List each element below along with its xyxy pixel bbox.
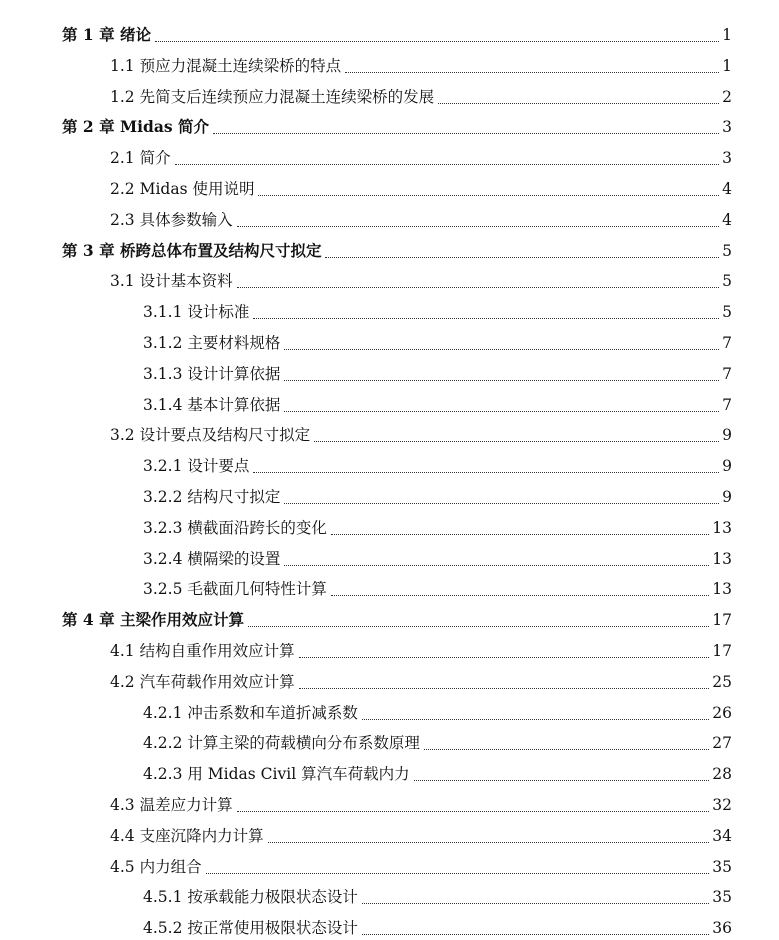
toc-page: 36 — [712, 919, 732, 938]
toc-label: 2.2 Midas 使用说明 — [110, 180, 255, 198]
toc-page: 4 — [722, 180, 732, 198]
toc-label: 3.2.4 横隔梁的设置 — [143, 549, 281, 568]
leader-dots — [284, 348, 719, 350]
toc-entry[interactable] — [110, 269, 732, 293]
toc-page: 35 — [712, 888, 732, 907]
toc-label: 3.2.1 设计要点 — [143, 457, 250, 476]
toc-page: 13 — [712, 580, 732, 599]
toc-entry[interactable] — [143, 393, 732, 417]
toc-page: 7 — [722, 334, 732, 352]
leader-dots — [253, 471, 719, 473]
toc-entry[interactable] — [110, 85, 732, 109]
toc-entry[interactable] — [110, 208, 732, 232]
leader-dots — [331, 594, 709, 596]
toc-label: 4.2.2 计算主梁的荷载横向分布系数原理 — [143, 734, 420, 753]
leader-dots — [206, 872, 710, 874]
toc-entry[interactable] — [143, 731, 732, 755]
toc-page: 5 — [722, 303, 732, 322]
toc-label: 第 4 章 主梁作用效应计算 — [62, 610, 244, 630]
leader-dots — [284, 379, 719, 381]
toc-page: 5 — [722, 241, 732, 260]
leader-dots — [299, 656, 710, 658]
toc-label: 3.1 设计基本资料 — [110, 272, 233, 291]
toc-entry[interactable] — [110, 423, 732, 447]
leader-dots — [237, 286, 719, 288]
toc-label: 2.1 简介 — [110, 149, 171, 168]
toc-page: 3 — [722, 149, 732, 168]
leader-dots — [362, 933, 709, 935]
toc-label: 4.2.1 冲击系数和车道折减系数 — [143, 703, 358, 722]
toc-entry[interactable] — [110, 670, 732, 694]
toc-page: 34 — [712, 826, 732, 845]
toc-label: 3.2.3 横截面沿跨长的变化 — [143, 518, 327, 537]
toc-label: 4.3 温差应力计算 — [110, 796, 233, 814]
toc-entry[interactable] — [143, 547, 732, 571]
toc-page: 9 — [722, 457, 732, 476]
toc-page: 1 — [722, 56, 732, 75]
leader-dots — [414, 779, 710, 781]
leader-dots — [314, 440, 719, 442]
toc-label: 1.1 预应力混凝土连续梁桥的特点 — [110, 56, 342, 75]
toc-entry[interactable] — [62, 239, 732, 263]
leader-dots — [325, 256, 719, 258]
toc-entry[interactable] — [143, 916, 732, 940]
toc-label: 4.2.3 用 Midas Civil 算汽车荷载内力 — [143, 765, 410, 784]
toc-page: 7 — [722, 364, 732, 383]
leader-dots — [248, 625, 709, 627]
toc-page: 17 — [712, 642, 732, 660]
leader-dots — [424, 748, 709, 750]
leader-dots — [284, 410, 719, 412]
toc-label: 4.4 支座沉降内力计算 — [110, 826, 264, 845]
toc-label: 4.1 结构自重作用效应计算 — [110, 642, 295, 660]
toc-entry[interactable] — [110, 639, 732, 663]
toc-entry[interactable] — [110, 177, 732, 201]
leader-dots — [438, 102, 719, 104]
toc-page: 17 — [712, 611, 732, 630]
leader-dots — [284, 564, 709, 566]
toc-label: 3.1.2 主要材料规格 — [143, 334, 281, 352]
toc-page: 4 — [722, 210, 732, 229]
toc-label: 4.5.2 按正常使用极限状态设计 — [143, 919, 358, 938]
leader-dots — [155, 40, 719, 42]
toc-entry[interactable] — [62, 23, 732, 47]
toc-page: 32 — [712, 796, 732, 814]
toc-entry[interactable] — [143, 485, 732, 509]
leader-dots — [268, 841, 710, 843]
leader-dots — [284, 502, 719, 504]
toc-page: 27 — [712, 734, 732, 753]
leader-dots — [237, 225, 719, 227]
leader-dots — [258, 194, 719, 196]
toc-entry[interactable] — [143, 362, 732, 386]
toc-entry[interactable] — [110, 54, 732, 78]
toc-page: 9 — [722, 488, 732, 506]
toc-entry[interactable] — [143, 885, 732, 909]
toc-label: 第 3 章 桥跨总体布置及结构尺寸拟定 — [62, 240, 322, 260]
leader-dots — [299, 687, 710, 689]
toc-page: 1 — [722, 26, 732, 44]
leader-dots — [237, 810, 710, 812]
leader-dots — [331, 533, 709, 535]
leader-dots — [345, 71, 719, 73]
toc-entry[interactable] — [110, 855, 732, 879]
toc-label: 2.3 具体参数输入 — [110, 210, 233, 229]
toc-label: 4.5.1 按承载能力极限状态设计 — [143, 888, 358, 907]
toc-entry[interactable] — [110, 146, 732, 170]
leader-dots — [253, 317, 719, 319]
toc-label: 第 2 章 Midas 简介 — [62, 117, 210, 137]
toc-entry[interactable] — [143, 577, 732, 601]
toc-entry[interactable] — [143, 454, 732, 478]
toc-page: 9 — [722, 426, 732, 445]
toc-entry[interactable] — [62, 115, 732, 139]
toc-entry[interactable] — [143, 331, 732, 355]
toc-label: 4.2 汽车荷载作用效应计算 — [110, 672, 295, 691]
toc-label: 3.1.4 基本计算依据 — [143, 395, 281, 414]
leader-dots — [362, 718, 709, 720]
toc-entry[interactable] — [143, 300, 732, 324]
toc-page: 3 — [722, 118, 732, 137]
toc-label: 3.2 设计要点及结构尺寸拟定 — [110, 426, 311, 445]
toc-page: 28 — [712, 765, 732, 784]
toc-label: 3.1.1 设计标准 — [143, 303, 250, 322]
toc-entry[interactable] — [143, 701, 732, 725]
toc-page: 13 — [712, 518, 732, 537]
toc-page: 2 — [722, 87, 732, 106]
toc-label: 第 1 章 绪论 — [62, 25, 151, 44]
toc-page: 13 — [712, 549, 732, 568]
toc-entry[interactable] — [62, 608, 732, 632]
leader-dots — [213, 132, 719, 134]
toc-page: 5 — [722, 272, 732, 291]
toc-label: 4.5 内力组合 — [110, 857, 202, 876]
toc-entry[interactable] — [143, 516, 732, 540]
toc-entry[interactable] — [110, 793, 732, 817]
leader-dots — [175, 163, 719, 165]
toc-label: 1.2 先简支后连续预应力混凝土连续梁桥的发展 — [110, 87, 435, 106]
toc-page: 35 — [712, 857, 732, 876]
toc-entry[interactable] — [143, 762, 732, 786]
toc-page: 26 — [712, 703, 732, 722]
toc-label: 3.1.3 设计计算依据 — [143, 364, 281, 383]
toc-label: 3.2.5 毛截面几何特性计算 — [143, 580, 327, 599]
toc-page: 7 — [722, 395, 732, 414]
leader-dots — [362, 902, 709, 904]
toc-page: 25 — [712, 672, 732, 691]
toc-entry[interactable] — [110, 824, 732, 848]
toc-label: 3.2.2 结构尺寸拟定 — [143, 488, 281, 506]
